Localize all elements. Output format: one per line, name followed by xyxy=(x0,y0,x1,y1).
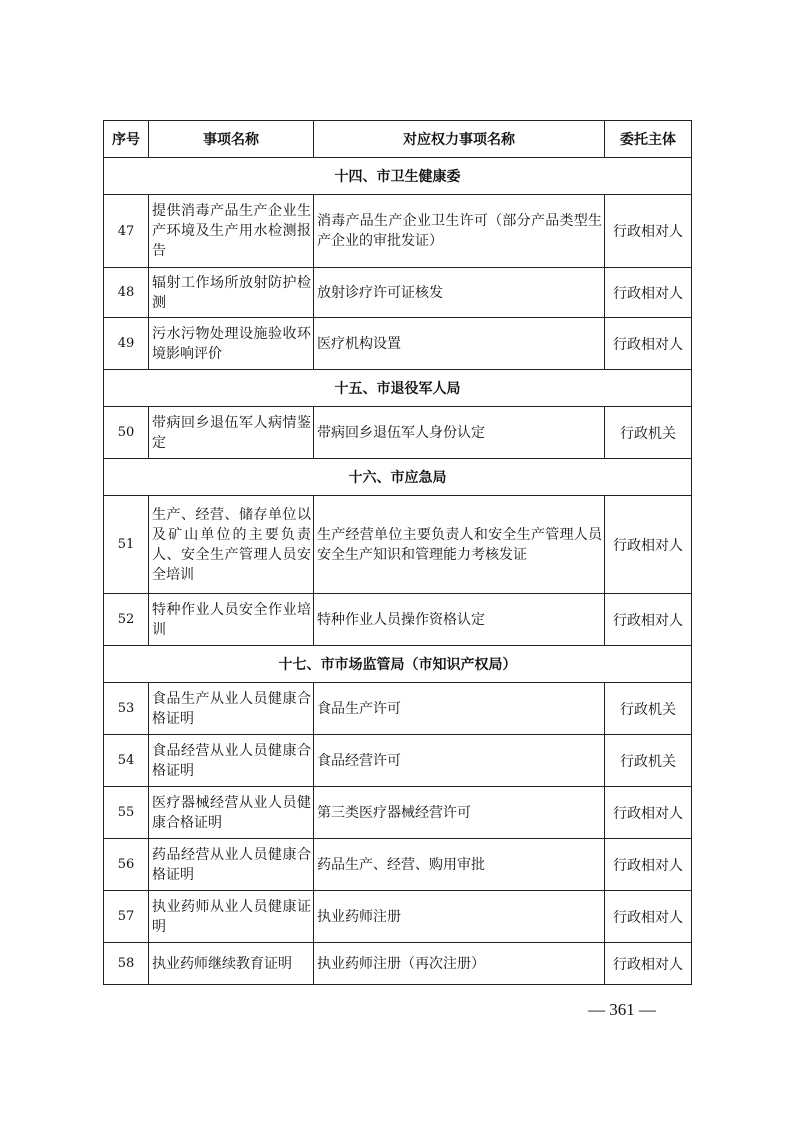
row-item-name: 辐射工作场所放射防护检测 xyxy=(149,268,314,318)
table-body xyxy=(104,158,692,985)
row-delegating-entity: 行政机关 xyxy=(605,735,692,787)
row-number: 53 xyxy=(104,683,149,735)
row-item-name: 食品生产从业人员健康合格证明 xyxy=(149,683,314,735)
header-delegating-entity: 委托主体 xyxy=(605,121,692,158)
row-delegating-entity: 行政相对人 xyxy=(605,943,692,985)
table-row xyxy=(104,594,692,646)
row-power-item-name: 生产经营单位主要负责人和安全生产管理人员安全生产知识和管理能力考核发证 xyxy=(314,496,605,594)
row-power-item-name: 医疗机构设置 xyxy=(314,318,605,370)
row-delegating-entity: 行政相对人 xyxy=(605,787,692,839)
row-number: 47 xyxy=(104,195,149,268)
row-delegating-entity: 行政相对人 xyxy=(605,496,692,594)
section-row xyxy=(104,158,692,195)
row-number: 48 xyxy=(104,268,149,318)
row-item-name: 执业药师继续教育证明 xyxy=(149,943,314,985)
row-power-item-name: 药品生产、经营、购用审批 xyxy=(314,839,605,891)
row-number: 54 xyxy=(104,735,149,787)
table-row xyxy=(104,318,692,370)
section-title: 十五、市退役军人局 xyxy=(104,370,692,407)
row-item-name: 食品经营从业人员健康合格证明 xyxy=(149,735,314,787)
section-title: 十六、市应急局 xyxy=(104,459,692,496)
row-power-item-name: 带病回乡退伍军人身份认定 xyxy=(314,407,605,459)
header-item-name: 事项名称 xyxy=(149,121,314,158)
row-number: 50 xyxy=(104,407,149,459)
header-serial-number: 序号 xyxy=(104,121,149,158)
row-item-name: 药品经营从业人员健康合格证明 xyxy=(149,839,314,891)
table-row xyxy=(104,496,692,594)
row-item-name: 医疗器械经营从业人员健康合格证明 xyxy=(149,787,314,839)
row-number: 49 xyxy=(104,318,149,370)
page-number: — 361 — xyxy=(588,1000,656,1019)
row-delegating-entity: 行政相对人 xyxy=(605,318,692,370)
row-item-name: 带病回乡退伍军人病情鉴定 xyxy=(149,407,314,459)
section-title: 十四、市卫生健康委 xyxy=(104,158,692,195)
row-number: 56 xyxy=(104,839,149,891)
row-power-item-name: 执业药师注册（再次注册） xyxy=(314,943,605,985)
row-power-item-name: 特种作业人员操作资格认定 xyxy=(314,594,605,646)
row-power-item-name: 放射诊疗许可证核发 xyxy=(314,268,605,318)
table-row xyxy=(104,735,692,787)
section-row xyxy=(104,459,692,496)
row-delegating-entity: 行政相对人 xyxy=(605,195,692,268)
row-number: 52 xyxy=(104,594,149,646)
header-power-item-name: 对应权力事项名称 xyxy=(314,121,605,158)
table-row xyxy=(104,839,692,891)
row-delegating-entity: 行政机关 xyxy=(605,407,692,459)
row-number: 58 xyxy=(104,943,149,985)
row-number: 51 xyxy=(104,496,149,594)
row-power-item-name: 食品生产许可 xyxy=(314,683,605,735)
row-power-item-name: 食品经营许可 xyxy=(314,735,605,787)
row-item-name: 提供消毒产品生产企业生产环境及生产用水检测报告 xyxy=(149,195,314,268)
row-delegating-entity: 行政相对人 xyxy=(605,594,692,646)
row-number: 57 xyxy=(104,891,149,943)
table-row xyxy=(104,943,692,985)
row-delegating-entity: 行政相对人 xyxy=(605,268,692,318)
row-power-item-name: 执业药师注册 xyxy=(314,891,605,943)
row-item-name: 生产、经营、储存单位以及矿山单位的主要负责人、安全生产管理人员安全培训 xyxy=(149,496,314,594)
row-item-name: 污水污物处理设施验收环境影响评价 xyxy=(149,318,314,370)
table-header-row xyxy=(104,121,692,158)
row-delegating-entity: 行政相对人 xyxy=(605,839,692,891)
table-row xyxy=(104,195,692,268)
row-power-item-name: 消毒产品生产企业卫生许可（部分产品类型生产企业的审批发证） xyxy=(314,195,605,268)
table-row xyxy=(104,407,692,459)
row-item-name: 特种作业人员安全作业培训 xyxy=(149,594,314,646)
row-power-item-name: 第三类医疗器械经营许可 xyxy=(314,787,605,839)
row-delegating-entity: 行政相对人 xyxy=(605,891,692,943)
section-row xyxy=(104,646,692,683)
section-title: 十七、市市场监管局（市知识产权局） xyxy=(104,646,692,683)
document-page xyxy=(103,120,691,985)
row-item-name: 执业药师从业人员健康证明 xyxy=(149,891,314,943)
section-row xyxy=(104,370,692,407)
row-number: 55 xyxy=(104,787,149,839)
delegation-table xyxy=(103,120,692,985)
table-row xyxy=(104,787,692,839)
row-delegating-entity: 行政机关 xyxy=(605,683,692,735)
table-row xyxy=(104,683,692,735)
table-row xyxy=(104,268,692,318)
table-row xyxy=(104,891,692,943)
